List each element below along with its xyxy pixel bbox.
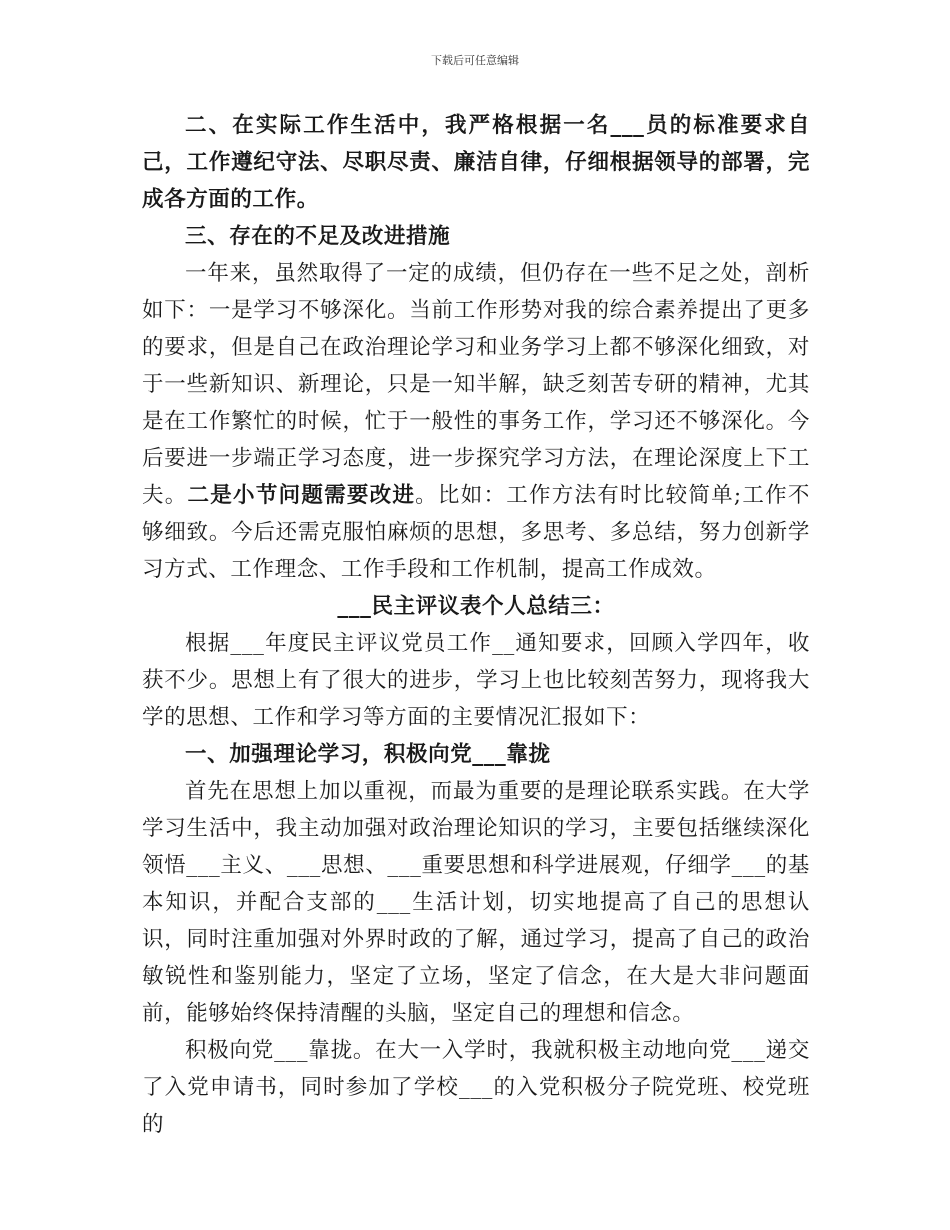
paragraph-shortcomings bbox=[142, 255, 810, 588]
heading-section-three: 三、存在的不足及改进措施 bbox=[185, 224, 451, 249]
paragraph-intro: 根据___年度民主评议党员工作__通知要求，回顾入学四年，收获不少。思想上有了很大的进步，学习上也比较刻苦努力，现将我大学的思想、工作和学习等方面的主要情况汇报如下： bbox=[142, 631, 810, 730]
summary-three-title: ___民主评议表个人总结三： bbox=[337, 594, 615, 619]
paragraph-shortcomings-tail: 。比如：工作方法有时比较简单;工作不够细致。今后还需克服怕麻烦的思想，多思考、多总结，努力创新学习方式、工作理念、工作手段和工作机制，提高工作成效。 bbox=[142, 483, 810, 582]
paragraph-shortcomings-bold: 二是小节问题需要改进 bbox=[187, 483, 416, 508]
paragraph-party-application: 积极向党___靠拢。在大一入学时，我就积极主动地向党___递交了入党申请书，同时参加了学校___的入党积极分子院党班、校党班的 bbox=[142, 1038, 810, 1137]
page-header: 下载后可任意编辑 bbox=[431, 54, 519, 67]
heading-theory-study: 一、加强理论学习，积极向党___靠拢 bbox=[185, 742, 551, 767]
paragraph-section-two: 二、在实际工作生活中，我严格根据一名___员的标准要求自己，工作遵纪守法、尽职尽责、廉洁自律，仔细根据领导的部署，完成各方面的工作。 bbox=[142, 113, 810, 212]
paragraph-shortcomings-text: 一年来，虽然取得了一定的成绩，但仍存在一些不足之处，剖析如下：一是学习不够深化。当前工作形势对我的综合素养提出了更多的要求，但是自己在政治理论学习和业务学习上都不够深化细致，对于一些新知识、新理论，只是一知半解，缺乏刻苦专研的精神，尤其是在工作繁忙的时候，忙于一般性的事务工作，学习还不够深化。今后要进一步端正学习态度，进一步探究学习方法，在理论深度上下工夫。 bbox=[142, 261, 810, 508]
document-body bbox=[142, 107, 810, 1143]
paragraph-theory-study: 首先在思想上加以重视，而最为重要的是理论联系实践。在大学学习生活中，我主动加强对政治理论知识的学习，主要包括继续深化领悟___主义、___思想、___重要思想和科学进展观，仔细学___的基本知识，并配合支部的___生活计划，切实地提高了自己的思想认识，同时注重加强对外界时政的了解，通过学习，提高了自己的政治敏锐性和鉴别能力，坚定了立场，坚定了信念，在大是大非问题面前，能够始终保持清醒的头脑，坚定自己的理想和信念。 bbox=[142, 779, 810, 1026]
